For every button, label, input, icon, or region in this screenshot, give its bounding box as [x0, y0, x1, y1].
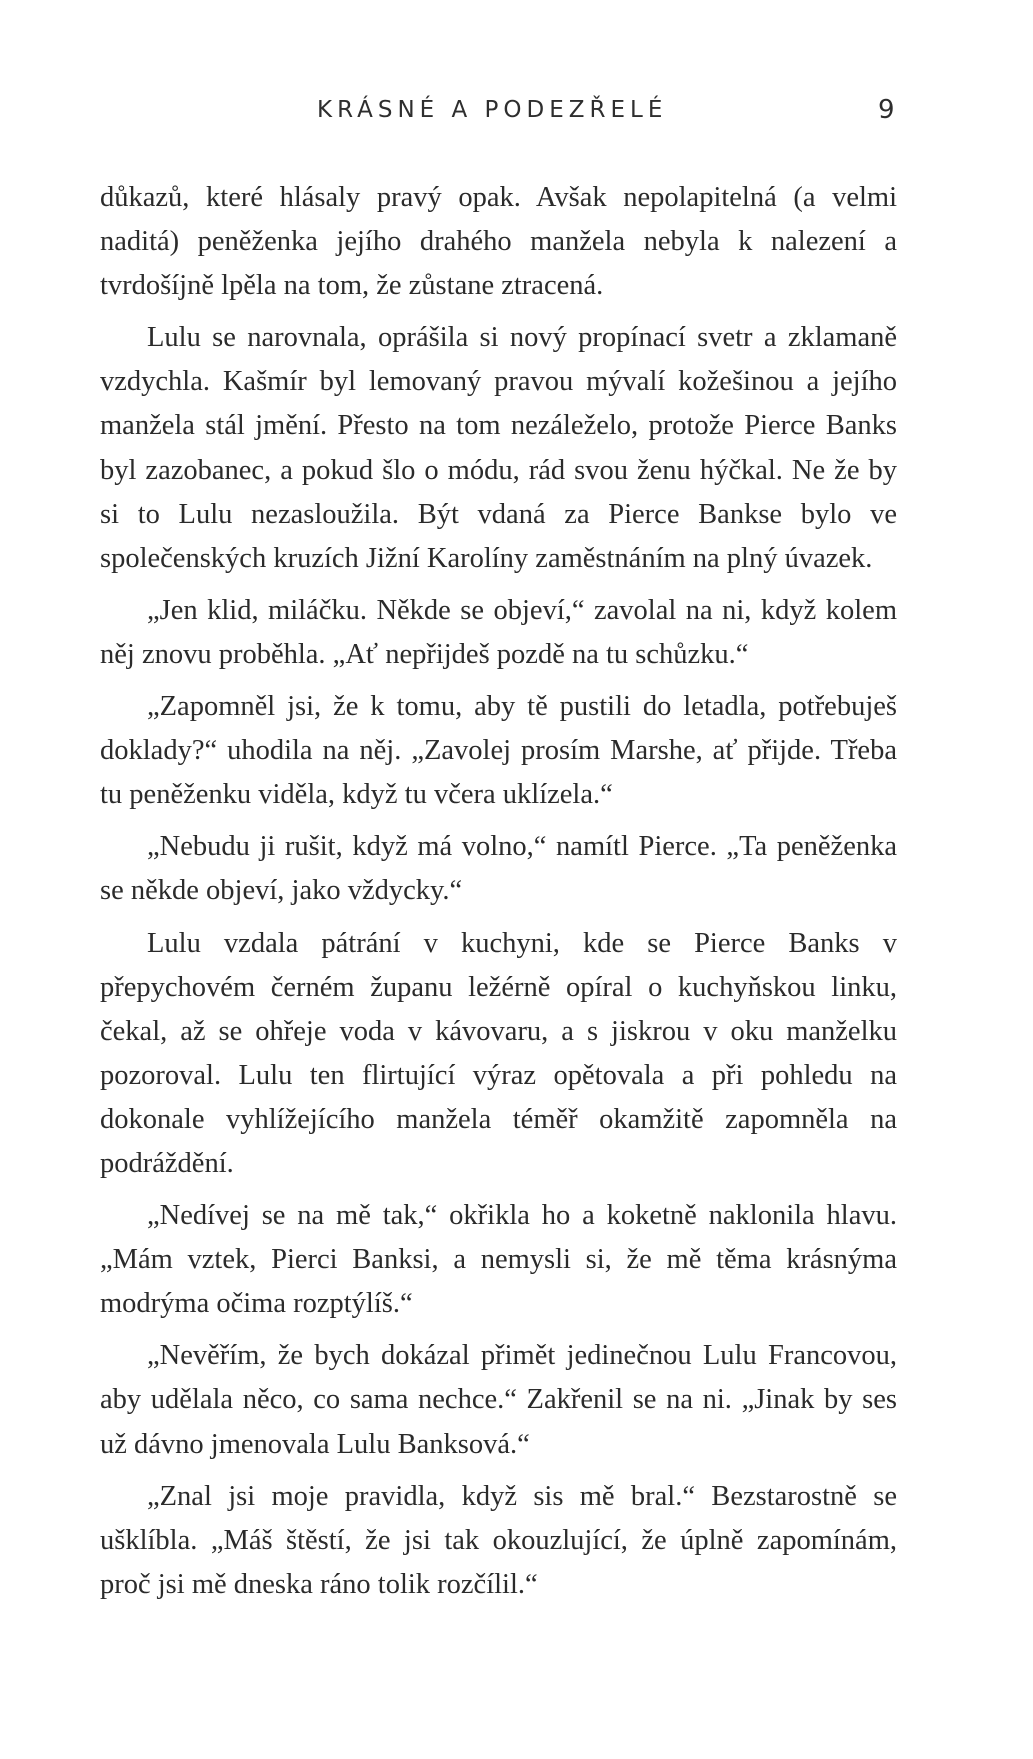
- paragraph: důkazů, které hlásaly pravý opak. Avšak nepolapitelná (a velmi naditá) peněženka jejího drahého manžela nebyla k nalezení a tvrdošíjně lpěla na tom, že zůstane ztracená.: [100, 182, 897, 302]
- paragraph: „Zapomněl jsi, že k tomu, aby tě pustili do letadla, potřebuješ doklady?“ uhodila na něj. „Zavolej prosím Marshe, ať přijde. Třeba tu peněženku viděla, když tu včera uklízela.“: [100, 691, 897, 811]
- running-head-title: KRÁSNÉ A PODEZŘELÉ: [317, 97, 668, 123]
- page-number: 9: [878, 95, 895, 125]
- body-text: [100, 176, 897, 1615]
- paragraph: Lulu se narovnala, oprášila si nový propínací svetr a zklamaně vzdychla. Kašmír byl lemovaný pravou mývalí kožešinou a jejího manžela stál jmění. Přesto na tom nezáleželo, protože Pierce Banks byl zazobanec, a pokud šlo o módu, rád svou ženu hýčkal. Ne že by si to Lulu nezasloužila. Být vdaná za Pierce Bankse bylo ve společenských kruzích Jižní Karolíny zaměstnáním na plný úvazek.: [100, 322, 897, 574]
- paragraph: „Nebudu ji rušit, když má volno,“ namítl Pierce. „Ta peněženka se někde objeví, jako vždycky.“: [100, 831, 897, 907]
- paragraph: „Jen klid, miláčku. Někde se objeví,“ zavolal na ni, když kolem něj znovu proběhla. „Ať nepřijdeš pozdě na tu schůzku.“: [100, 594, 897, 670]
- paragraph: „Nedívej se na mě tak,“ okřikla ho a koketně naklonila hlavu. „Mám vztek, Pierci Banksi, a nemysli si, že mě těma krásnýma modrýma očima rozptýlíš.“: [100, 1200, 897, 1320]
- paragraph: „Nevěřím, že bych dokázal přimět jedinečnou Lulu Francovou, aby udělala něco, co sama nechce.“ Zakřenil se na ni. „Jinak by ses už dávno jmenovala Lulu Banksová.“: [100, 1340, 897, 1460]
- paragraph: „Znal jsi moje pravidla, když sis mě bral.“ Bezstarostně se ušklíbla. „Máš štěstí, že jsi tak okouzlující, že úplně zapomínám, proč jsi mě dneska ráno tolik rozčílil.“: [100, 1480, 897, 1600]
- paragraph: Lulu vzdala pátrání v kuchyni, kde se Pierce Banks v přepychovém černém županu ležérně opíral o kuchyňskou linku, čekal, až se ohřeje voda v kávovaru, a s jiskrou v oku manželku pozoroval. Lulu ten flirtující výraz opětovala a při pohledu na dokonale vyhlížejícího manžela téměř okamžitě zapomněla na podráždění.: [100, 927, 897, 1179]
